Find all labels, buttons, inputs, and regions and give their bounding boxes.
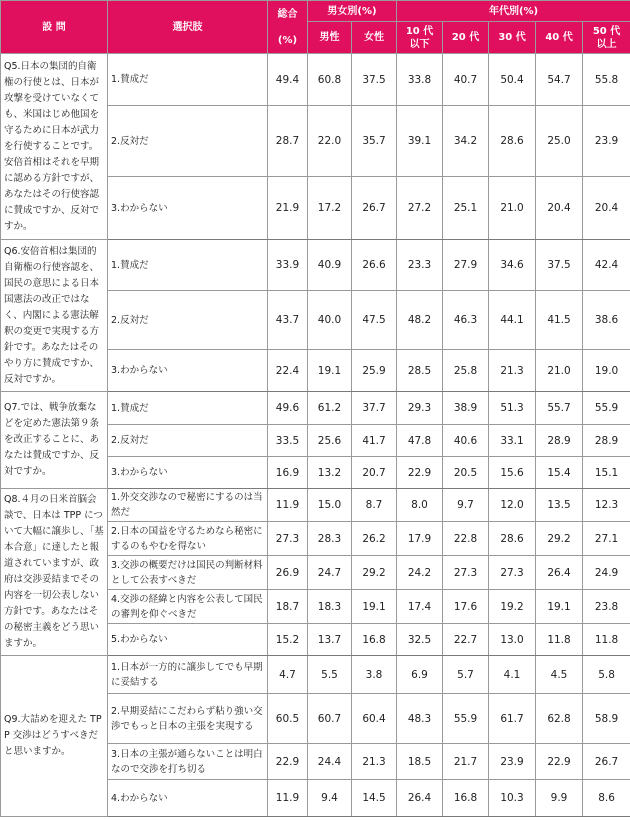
value-cell: 27.9 — [443, 240, 489, 291]
header-option: 選択肢 — [108, 1, 268, 54]
value-cell: 11.8 — [536, 624, 583, 656]
question-cell — [1, 240, 108, 392]
value-cell: 61.2 — [308, 392, 352, 425]
value-cell: 21.3 — [352, 744, 397, 780]
value-cell: 22.7 — [443, 624, 489, 656]
value-cell: 20.5 — [443, 457, 489, 489]
value-cell: 20.4 — [583, 177, 630, 240]
value-cell: 15.4 — [536, 457, 583, 489]
value-cell: 15.2 — [268, 624, 308, 656]
value-cell: 11.9 — [268, 489, 308, 522]
header-male: 男性 — [308, 22, 352, 54]
value-cell: 40.7 — [443, 54, 489, 106]
value-cell: 16.9 — [268, 457, 308, 489]
value-cell: 26.4 — [536, 556, 583, 590]
value-cell: 26.2 — [352, 522, 397, 556]
option-label: 1.賛成だ — [108, 54, 268, 106]
value-cell: 22.8 — [443, 522, 489, 556]
value-cell: 13.7 — [308, 624, 352, 656]
value-cell: 48.3 — [397, 694, 443, 744]
value-cell: 46.3 — [443, 291, 489, 350]
question-cell — [1, 54, 108, 240]
value-cell: 25.0 — [536, 106, 583, 177]
header-age-20s: 20 代 — [443, 22, 489, 54]
value-cell: 58.9 — [583, 694, 630, 744]
value-cell: 28.9 — [583, 425, 630, 457]
value-cell: 55.9 — [443, 694, 489, 744]
question-text: Q5.日本の集団的自衛権の行使とは、日本が攻撃を受けていなくても、米国はじめ他国を守るために日本が武力を行使することです。安倍首相はそれを早期に認める方針ですが、あなたはその行使容認に賛成ですか、反対ですか。 — [4, 60, 100, 232]
value-cell: 11.9 — [268, 780, 308, 817]
value-cell: 4.7 — [268, 656, 308, 694]
value-cell: 21.3 — [489, 350, 536, 392]
value-cell: 26.4 — [397, 780, 443, 817]
value-cell: 8.7 — [352, 489, 397, 522]
value-cell: 19.1 — [536, 590, 583, 624]
header-total-unit: (%) — [277, 34, 298, 46]
value-cell: 61.7 — [489, 694, 536, 744]
value-cell: 22.9 — [397, 457, 443, 489]
option-label: 3.わからない — [108, 177, 268, 240]
value-cell: 3.8 — [352, 656, 397, 694]
value-cell: 40.6 — [443, 425, 489, 457]
option-label: 2.反対だ — [108, 425, 268, 457]
header-female: 女性 — [352, 22, 397, 54]
option-label: 3.日本の主張が通らないことは明白なので交渉を打ち切る — [108, 744, 268, 780]
value-cell: 37.7 — [352, 392, 397, 425]
header-total — [268, 1, 308, 54]
value-cell: 5.8 — [583, 656, 630, 694]
value-cell: 13.5 — [536, 489, 583, 522]
value-cell: 60.7 — [308, 694, 352, 744]
value-cell: 47.5 — [352, 291, 397, 350]
option-label: 2.反対だ — [108, 291, 268, 350]
value-cell: 12.0 — [489, 489, 536, 522]
option-label: 3.わからない — [108, 457, 268, 489]
value-cell: 42.4 — [583, 240, 630, 291]
value-cell: 19.0 — [583, 350, 630, 392]
value-cell: 20.4 — [536, 177, 583, 240]
table-row — [1, 656, 630, 694]
value-cell: 28.5 — [397, 350, 443, 392]
option-label: 1.外交交渉なので秘密にするのは当然だ — [108, 489, 268, 522]
value-cell: 23.9 — [489, 744, 536, 780]
value-cell: 23.9 — [583, 106, 630, 177]
value-cell: 54.7 — [536, 54, 583, 106]
value-cell: 17.2 — [308, 177, 352, 240]
value-cell: 20.7 — [352, 457, 397, 489]
value-cell: 25.8 — [443, 350, 489, 392]
value-cell: 60.4 — [352, 694, 397, 744]
value-cell: 17.4 — [397, 590, 443, 624]
option-label: 1.賛成だ — [108, 392, 268, 425]
value-cell: 22.4 — [268, 350, 308, 392]
value-cell: 55.8 — [583, 54, 630, 106]
value-cell: 4.1 — [489, 656, 536, 694]
value-cell: 28.3 — [308, 522, 352, 556]
value-cell: 22.9 — [268, 744, 308, 780]
value-cell: 38.9 — [443, 392, 489, 425]
header-age-group: 年代別(%) — [397, 1, 630, 22]
value-cell: 60.8 — [308, 54, 352, 106]
option-label: 1.賛成だ — [108, 240, 268, 291]
option-label: 2.日本の国益を守るためなら秘密にするのもやむを得ない — [108, 522, 268, 556]
value-cell: 11.8 — [583, 624, 630, 656]
value-cell: 19.1 — [308, 350, 352, 392]
value-cell: 24.9 — [583, 556, 630, 590]
header-age-10s — [397, 22, 443, 54]
value-cell: 15.0 — [308, 489, 352, 522]
header-age-line2: 以上 — [596, 38, 617, 50]
value-cell: 18.3 — [308, 590, 352, 624]
value-cell: 5.5 — [308, 656, 352, 694]
value-cell: 22.0 — [308, 106, 352, 177]
value-cell: 26.7 — [352, 177, 397, 240]
value-cell: 9.4 — [308, 780, 352, 817]
value-cell: 48.2 — [397, 291, 443, 350]
value-cell: 41.7 — [352, 425, 397, 457]
value-cell: 25.6 — [308, 425, 352, 457]
value-cell: 33.5 — [268, 425, 308, 457]
value-cell: 33.9 — [268, 240, 308, 291]
value-cell: 33.1 — [489, 425, 536, 457]
value-cell: 49.4 — [268, 54, 308, 106]
value-cell: 47.8 — [397, 425, 443, 457]
value-cell: 9.9 — [536, 780, 583, 817]
value-cell: 17.9 — [397, 522, 443, 556]
question-text: Q8.４月の日米首脳会談で、日本は TPP について大幅に譲歩し、「基本合意」に達したと報道されていますが、政府は交渉妥結までその内容を一切公表しない方針です。あなたはその秘密主義をどう思いますか。 — [4, 494, 104, 649]
value-cell: 26.6 — [352, 240, 397, 291]
value-cell: 29.2 — [352, 556, 397, 590]
value-cell: 13.2 — [308, 457, 352, 489]
value-cell: 21.0 — [536, 350, 583, 392]
value-cell: 33.8 — [397, 54, 443, 106]
value-cell: 28.6 — [489, 522, 536, 556]
value-cell: 28.9 — [536, 425, 583, 457]
value-cell: 14.5 — [352, 780, 397, 817]
option-label: 4.交渉の経緯と内容を公表して国民の審判を仰ぐべきだ — [108, 590, 268, 624]
question-cell — [1, 392, 108, 489]
value-cell: 17.6 — [443, 590, 489, 624]
value-cell: 13.0 — [489, 624, 536, 656]
table-row — [1, 54, 630, 106]
value-cell: 35.7 — [352, 106, 397, 177]
table-row — [1, 392, 630, 425]
value-cell: 19.1 — [352, 590, 397, 624]
value-cell: 22.9 — [536, 744, 583, 780]
value-cell: 6.9 — [397, 656, 443, 694]
option-label: 1.日本が一方的に譲歩してでも早期に妥結する — [108, 656, 268, 694]
value-cell: 4.5 — [536, 656, 583, 694]
header-total-label: 総合 — [277, 8, 298, 20]
option-label: 3.わからない — [108, 350, 268, 392]
header-age-line1: 50 代 — [592, 25, 621, 37]
value-cell: 25.9 — [352, 350, 397, 392]
value-cell: 41.5 — [536, 291, 583, 350]
value-cell: 26.9 — [268, 556, 308, 590]
value-cell: 27.1 — [583, 522, 630, 556]
value-cell: 21.0 — [489, 177, 536, 240]
value-cell: 21.7 — [443, 744, 489, 780]
value-cell: 55.9 — [583, 392, 630, 425]
value-cell: 34.2 — [443, 106, 489, 177]
option-label: 3.交渉の概要だけは国民の判断材料として公表すべきだ — [108, 556, 268, 590]
table-body — [1, 54, 630, 817]
value-cell: 38.6 — [583, 291, 630, 350]
value-cell: 40.0 — [308, 291, 352, 350]
value-cell: 27.2 — [397, 177, 443, 240]
value-cell: 29.2 — [536, 522, 583, 556]
header-age-line2: 以下 — [409, 38, 430, 50]
question-text: Q6.安倍首相は集団的自衛権の行使容認を、国民の意思による日本国憲法の改正ではなく、内閣による憲法解釈の変更で実現する方針です。あなたはそのやり方に賛成ですか、反対ですか。 — [4, 245, 100, 385]
option-label: 2.早期妥結にこだわらず粘り強い交渉でもっと日本の主張を実現する — [108, 694, 268, 744]
value-cell: 16.8 — [443, 780, 489, 817]
value-cell: 21.9 — [268, 177, 308, 240]
value-cell: 37.5 — [352, 54, 397, 106]
value-cell: 29.3 — [397, 392, 443, 425]
value-cell: 51.3 — [489, 392, 536, 425]
value-cell: 8.0 — [397, 489, 443, 522]
value-cell: 26.7 — [583, 744, 630, 780]
value-cell: 32.5 — [397, 624, 443, 656]
question-text: Q7.では、戦争放棄などを定めた憲法第９条を改正することに、あなたは賛成ですか、反対ですか。 — [4, 402, 100, 477]
value-cell: 27.3 — [268, 522, 308, 556]
header-gender-group: 男女別(%) — [308, 1, 397, 22]
value-cell: 60.5 — [268, 694, 308, 744]
value-cell: 18.5 — [397, 744, 443, 780]
table-header — [1, 1, 630, 54]
table-row — [1, 489, 630, 522]
header-age-40s: 40 代 — [536, 22, 583, 54]
question-cell — [1, 489, 108, 656]
value-cell: 18.7 — [268, 590, 308, 624]
question-text: Q9.大詰めを迎えた TPP 交渉はどうすべきだと思いますか。 — [4, 714, 102, 757]
value-cell: 15.1 — [583, 457, 630, 489]
value-cell: 50.4 — [489, 54, 536, 106]
option-label: 4.わからない — [108, 780, 268, 817]
value-cell: 39.1 — [397, 106, 443, 177]
value-cell: 5.7 — [443, 656, 489, 694]
header-question: 設 問 — [1, 1, 108, 54]
value-cell: 25.1 — [443, 177, 489, 240]
option-label: 5.わからない — [108, 624, 268, 656]
value-cell: 15.6 — [489, 457, 536, 489]
value-cell: 23.8 — [583, 590, 630, 624]
value-cell: 9.7 — [443, 489, 489, 522]
header-age-50s — [583, 22, 630, 54]
value-cell: 27.3 — [443, 556, 489, 590]
value-cell: 8.6 — [583, 780, 630, 817]
option-label: 2.反対だ — [108, 106, 268, 177]
value-cell: 49.6 — [268, 392, 308, 425]
value-cell: 43.7 — [268, 291, 308, 350]
value-cell: 55.7 — [536, 392, 583, 425]
table-row — [1, 240, 630, 291]
value-cell: 24.7 — [308, 556, 352, 590]
value-cell: 10.3 — [489, 780, 536, 817]
value-cell: 44.1 — [489, 291, 536, 350]
question-cell — [1, 656, 108, 817]
value-cell: 16.8 — [352, 624, 397, 656]
value-cell: 12.3 — [583, 489, 630, 522]
value-cell: 23.3 — [397, 240, 443, 291]
value-cell: 62.8 — [536, 694, 583, 744]
value-cell: 34.6 — [489, 240, 536, 291]
value-cell: 28.6 — [489, 106, 536, 177]
value-cell: 19.2 — [489, 590, 536, 624]
value-cell: 40.9 — [308, 240, 352, 291]
value-cell: 27.3 — [489, 556, 536, 590]
value-cell: 24.4 — [308, 744, 352, 780]
header-age-line1: 10 代 — [405, 25, 434, 37]
value-cell: 28.7 — [268, 106, 308, 177]
value-cell: 24.2 — [397, 556, 443, 590]
value-cell: 37.5 — [536, 240, 583, 291]
header-age-30s: 30 代 — [489, 22, 536, 54]
